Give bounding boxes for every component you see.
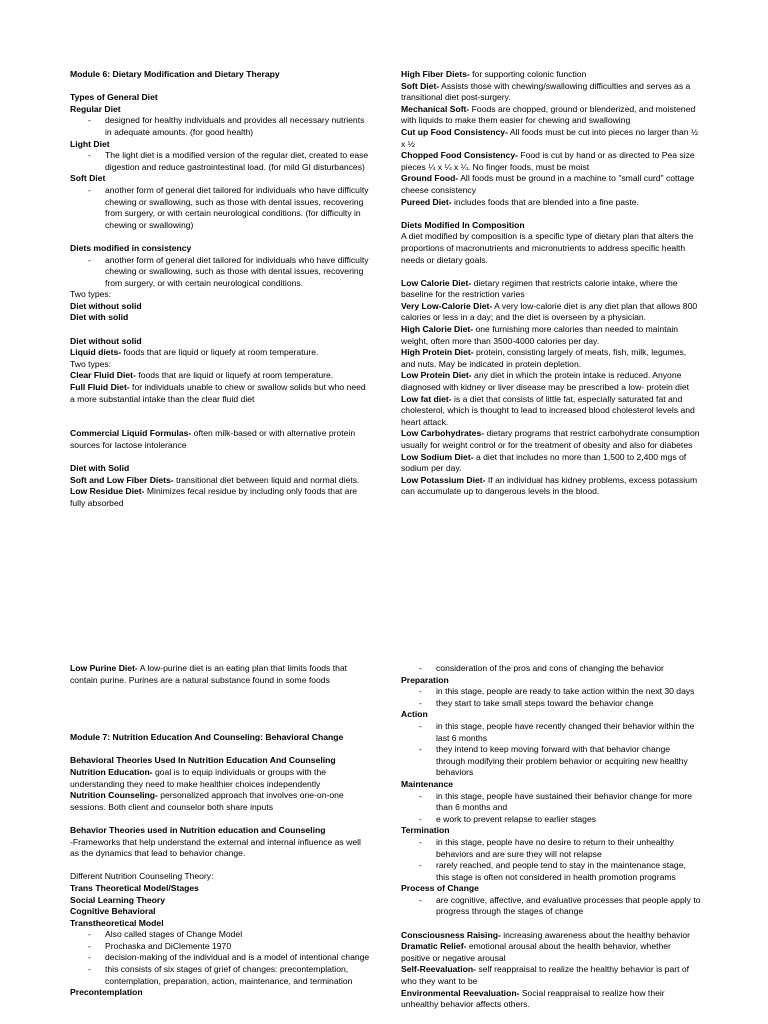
bullet-text: designed for healthy individuals and provides all necessary nutrients in adequate amounts. (for good health) — [105, 115, 365, 137]
term: Very Low-Calorie Diet- — [401, 300, 493, 311]
bullet-text: consideration of the pros and cons of changing the behavior — [436, 663, 664, 673]
column-top-left — [70, 69, 370, 509]
composition-text: A diet modified by composition is a specific type of dietary plan that alters the proportions of macronutrients and micronutrients to address specific health needs or dietary goals. — [401, 231, 694, 265]
dramatic-relief-entry — [401, 941, 701, 964]
low-protein-entry — [401, 370, 701, 393]
term: High Fiber Diets- — [401, 69, 470, 79]
consistency-heading: Diets modified in consistency — [70, 242, 192, 253]
bullet-item: - are cognitive, affective, and evaluative processes that people apply to progress through the stages of change — [419, 894, 701, 917]
bullet-item: - they intend to keep moving forward with that behavior change through modifying their problem behavior or acquiring new healthy behaviors — [419, 744, 688, 778]
bullet-text: this consists of six stages of grief of changes: precontemplation, contemplation, preparation, action, maintenance, and termination — [105, 964, 353, 986]
module-6-title: Module 6: Dietary Modification and Dietary Therapy — [70, 69, 280, 79]
theory-item: Cognitive Behavioral — [70, 906, 156, 917]
term: Soft Diet- — [401, 80, 440, 91]
definition: goal is to equip individuals or groups with the understanding they need to make healthier choices independently — [70, 766, 327, 789]
term: High Calorie Diet- — [401, 324, 474, 335]
ttm-heading: Transtheoretical Model — [70, 917, 164, 928]
definition: any diet in which the protein intake is reduced. Anyone diagnosed with kidney or liver disease may be prescribed a low- protein diet — [401, 370, 690, 393]
term: Low Calorie Diet- — [401, 277, 472, 288]
definition: one furnishing more calories than needed to maintain weight, often more than 3500-4000 calories per day. — [401, 324, 679, 346]
term: Environmental Reevaluation- — [401, 987, 520, 998]
definition: personalized approach that involves one-on-one sessions. Both client and counselor both share inputs — [70, 790, 344, 812]
bullet-item: - designed for healthy individuals and provides all necessary nutrients in adequate amounts. (for good health) — [88, 115, 365, 137]
bullet-text: rarely reached, and people tend to stay in the maintenance stage, this stage is often not considered in health promotion programs — [436, 860, 686, 882]
definition: includes foods that are blended into a fine paste. — [451, 196, 639, 207]
high-protein-entry — [401, 347, 701, 370]
bullet-item: - they start to take small steps toward the behavior change — [419, 697, 654, 708]
bullet-text: in this stage, people have no desire to return to their unhealthy behaviors and are sure they will not relapse — [436, 836, 674, 859]
low-potassium-entry — [401, 475, 701, 498]
definition: foods that are liquid or liquefy at room temperature. — [135, 370, 334, 381]
precontemplation-heading: Precontemplation — [70, 987, 143, 998]
low-sodium-entry — [401, 452, 701, 475]
term: Commercial Liquid Formulas- — [70, 428, 192, 439]
definition: A very low-calorie diet is any diet plan that allows 800 calories or less in a day; and the diet is overseen by a physician. — [401, 300, 698, 323]
bullet-item: - consideration of the pros and cons of changing the behavior — [419, 663, 664, 673]
two-types-label: Two types: — [70, 358, 112, 369]
bullet-item: - in this stage, people have no desire to return to their unhealthy behaviors and are sure they will not relapse — [419, 836, 674, 859]
term: Soft and Low Fiber Diets- — [70, 474, 174, 485]
definition: Food is cut by hand or as directed to Pea size pieces ¼ x ¼ x ¼. No finger foods, must be moist — [401, 150, 695, 172]
theories-heading: Behavioral Theories Used In Nutrition Education And Counseling — [70, 755, 336, 766]
bullet-text: Prochaska and DiClemente 1970 — [105, 940, 232, 951]
bullet-item: - decision-making of the individual and is a model of intentional change — [88, 952, 370, 963]
term: Self-Reevaluation- — [401, 964, 476, 975]
column-top-right — [401, 69, 701, 498]
definition: often milk-based or with alternative protein sources for lactose intolerance — [70, 428, 356, 450]
bullet-text: decision-making of the individual and is a model of intentional change — [105, 952, 370, 963]
self-reevaluation-entry — [401, 964, 701, 987]
mechanical-soft-entry — [401, 104, 701, 127]
bullet-text: in this stage, people have recently changed their behavior within the last 6 months — [436, 720, 695, 743]
definition: If an individual has kidney problems, excess potassium can accumulate up to dangerous levels in the blood. — [401, 474, 698, 497]
diet-without-solid: Diet without solid — [70, 300, 142, 311]
column-bottom-left — [70, 663, 370, 999]
pureed-entry — [401, 197, 701, 209]
term: Liquid diets- — [70, 347, 122, 358]
bullet-item: - rarely reached, and people tend to stay in the maintenance stage, this stage is often not considered in health promotion programs — [419, 860, 686, 882]
definition: All foods must be ground in a machine to "small curd" cottage cheese consistency — [401, 173, 695, 195]
chopped-entry — [401, 150, 701, 173]
different-theory-heading: Different Nutrition Counseling Theory: — [70, 871, 214, 882]
diet-with-solid: Diet with solid — [70, 312, 129, 323]
term: Low Potassium Diet- — [401, 474, 486, 485]
term: Low Carbohydrates- — [401, 428, 485, 439]
low-purine-entry — [70, 663, 370, 686]
definition: self reappraisal to realize the healthy behavior is part of who they want to be — [401, 964, 690, 987]
bullet-text: in this stage, people are ready to take action within the next 30 days — [436, 686, 695, 697]
bullet-item: - Also called stages of Change Model — [88, 929, 243, 940]
ground-food-entry — [401, 173, 701, 196]
term: Pureed Diet- — [401, 196, 452, 207]
full-fluid-entry — [70, 382, 370, 405]
two-types-label: Two types: — [70, 289, 112, 300]
nutrition-education-entry — [70, 767, 370, 790]
composition-heading: Diets Modified In Composition — [401, 219, 525, 230]
soft-diet-entry — [401, 81, 701, 104]
definition: for individuals unable to chew or swallow solids but who need a more substantial intake than the clear fluid diet — [70, 382, 366, 404]
definition: dietary programs that restrict carbohydrate consumption usually for weight control or for the treatment of obesity and also for diabetes — [401, 428, 700, 450]
definition: Foods are chopped, ground or blenderized, and moistened with liquids to make them easier for chewing and swallowing — [401, 103, 696, 126]
bullet-item: - The light diet is a modified version of the regular diet, created to ease digestion and reduce gastrointestinal load. (for mild GI disturbances) — [88, 150, 369, 172]
bullet-text: they intend to keep moving forward with that behavior change through modifying their problem behavior or acquiring new healthy behaviors — [436, 744, 688, 778]
clear-fluid-entry — [70, 370, 370, 382]
termination-heading: Termination — [401, 825, 450, 836]
bullet-text: are cognitive, affective, and evaluative processes that people apply to progress through the stages of change — [436, 894, 701, 917]
regular-diet-heading: Regular Diet — [70, 103, 121, 114]
bullet-text: e work to prevent relapse to earlier stages — [436, 813, 597, 824]
definition: emotional arousal about the health behavior, whether positive or negative arousal — [401, 941, 671, 963]
term: High Protein Diet- — [401, 347, 474, 358]
definition: A low-purine diet is an eating plan that limits foods that contain purine. Purines are a natural substance found in some foods — [70, 663, 348, 685]
types-heading: Types of General Diet — [70, 92, 158, 103]
definition: Social reappraisal to realize how their unhealthy behavior affects others. — [401, 987, 665, 1010]
maintenance-heading: Maintenance — [401, 778, 454, 789]
action-heading: Action — [401, 709, 428, 720]
bullet-item: - Prochaska and DiClemente 1970 — [88, 940, 232, 951]
low-carb-entry — [401, 428, 701, 451]
high-calorie-entry — [401, 324, 701, 347]
commercial-formulas-entry — [70, 428, 370, 451]
bullet-text: The light diet is a modified version of the regular diet, created to ease digestion and reduce gastrointestinal load. (for mild GI disturbances) — [105, 150, 369, 172]
term: Nutrition Education- — [70, 766, 153, 777]
environmental-reevaluation-entry — [401, 988, 701, 1011]
definition: dietary regimen that restricts calorie intake, where the baseline for the restriction varies — [401, 277, 678, 300]
nutrition-counseling-entry — [70, 790, 370, 813]
bullet-text: in this stage, people have sustained their behavior change for more than 6 months and — [436, 790, 693, 813]
term: Chopped Food Consistency- — [401, 150, 518, 161]
without-solid-heading: Diet without solid — [70, 335, 142, 346]
soft-low-fiber-entry — [70, 475, 370, 487]
definition: transitional diet between liquid and normal diets. — [173, 474, 360, 485]
definition: protein, consisting largely of meats, fish, milk, legumes, and nuts. May be indicated in protein depletion. — [401, 347, 687, 369]
definition: increasing awareness about the healthy behavior — [500, 929, 690, 940]
cut-up-entry — [401, 127, 701, 150]
bullet-text: another form of general diet tailored for individuals who have difficulty chewing or swallowing, such as those with dental issues, recovering from surgery, or with certain neurological conditions. (for difficulty in chewing or swallowing) — [105, 184, 369, 230]
term: Low Sodium Diet- — [401, 451, 474, 462]
low-residue-entry — [70, 486, 370, 509]
term: Ground Food- — [401, 173, 459, 184]
behavior-theories-text: -Frameworks that help understand the external and internal influence as well as the dynamics that lead to behavior change. — [70, 836, 361, 859]
column-bottom-right — [401, 663, 701, 1011]
process-heading: Process of Change — [401, 883, 479, 894]
theory-item: Social Learning Theory — [70, 894, 166, 905]
preparation-heading: Preparation — [401, 674, 449, 685]
bullet-item: - in this stage, people are ready to take action within the next 30 days — [419, 686, 695, 697]
definition: a diet that includes no more than 1,500 to 2,400 mgs of sodium per day. — [401, 451, 687, 474]
definition: foods that are liquid or liquefy at room temperature. — [121, 347, 319, 358]
bullet-text: they start to take small steps toward the behavior change — [436, 697, 654, 708]
definition: is a diet that consists of little fat, especially saturated fat and cholesterol, which is thought to lead to increased blood cholesterol levels and heart attack. — [401, 393, 695, 427]
bullet-item: - this consists of six stages of grief of changes: precontemplation, contemplation, preparation, action, maintenance, and termination — [88, 964, 353, 986]
term: Cut up Food Consistency- — [401, 126, 508, 137]
behavior-theories-heading: Behavior Theories used in Nutrition education and Counseling — [70, 824, 326, 835]
light-diet-heading: Light Diet — [70, 138, 110, 149]
definition: Minimizes fecal residue by including only foods that are fully absorbed — [70, 486, 358, 508]
term: Full Fluid Diet- — [70, 382, 130, 393]
low-calorie-entry — [401, 278, 701, 301]
module-7-title: Module 7: Nutrition Education And Counseling: Behavioral Change — [70, 732, 344, 743]
term: Clear Fluid Diet- — [70, 370, 136, 381]
bullet-item: - another form of general diet tailored for individuals who have difficulty chewing or swallowing, such as those with dental issues, recovering from surgery, or with certain neurological conditions. — [88, 254, 369, 288]
very-low-calorie-entry — [401, 301, 701, 324]
bullet-item: - e work to prevent relapse to earlier stages — [419, 813, 597, 824]
term: Mechanical Soft- — [401, 103, 470, 114]
bullet-item: - in this stage, people have recently changed their behavior within the last 6 months — [419, 720, 695, 743]
term: Dramatic Relief- — [401, 941, 467, 952]
soft-diet-heading: Soft Diet — [70, 173, 106, 184]
definition: All foods must be cut into pieces no larger than ½ x ½ — [401, 126, 699, 149]
consciousness-raising-entry — [401, 930, 701, 942]
term: Low Residue Diet- — [70, 486, 145, 497]
definition: for supporting colonic function — [469, 69, 587, 79]
low-fat-entry — [401, 394, 701, 429]
definition: Assists those with chewing/swallowing difficulties and serves as a transitional diet post-surgery. — [401, 80, 691, 103]
term: Consciousness Raising- — [401, 929, 501, 940]
term: Low fat diet- — [401, 393, 452, 404]
bullet-item: - in this stage, people have sustained their behavior change for more than 6 months and — [419, 790, 693, 813]
term: Low Purine Diet- — [70, 663, 138, 673]
bullet-text: another form of general diet tailored for individuals who have difficulty chewing or swallowing, such as those with dental issues, recovering from surgery, or with certain neurological conditions. — [105, 254, 369, 288]
term: Nutrition Counseling- — [70, 790, 158, 801]
with-solid-heading: Diet with Solid — [70, 463, 130, 473]
bullet-item: - another form of general diet tailored for individuals who have difficulty chewing or swallowing, such as those with dental issues, recovering from surgery, or with certain neurological conditions. (for difficulty in chewing or swallowing) — [88, 184, 369, 230]
term: Low Protein Diet- — [401, 370, 472, 381]
bullet-text: Also called stages of Change Model — [105, 929, 243, 940]
theory-item: Trans Theoretical Model/Stages — [70, 882, 199, 893]
high-fiber-entry — [401, 69, 701, 81]
liquid-diets-entry — [70, 347, 370, 359]
